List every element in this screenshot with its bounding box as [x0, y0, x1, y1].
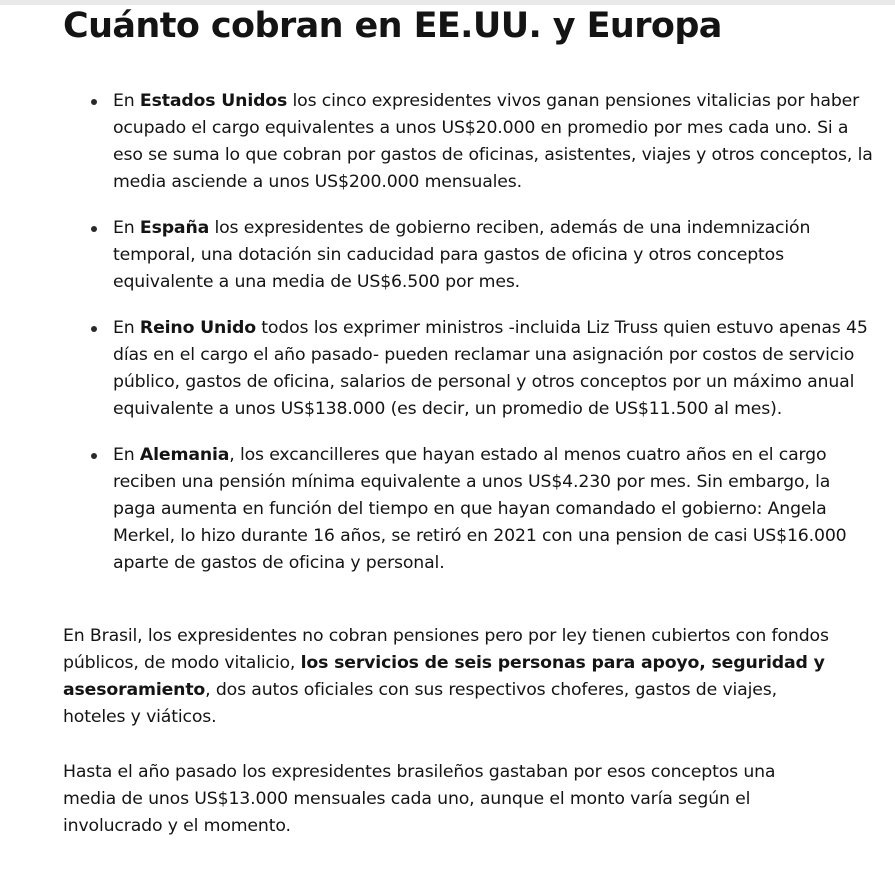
list-item-text: los cinco expresidentes vivos ganan pensiones vitalicias por haber ocupado el cargo equivalentes a unos US$20.000 en promedio por mes cada uno. Si a eso se suma lo que cobran por gastos de oficinas, asistentes, viajes y otros conceptos, la media asciende a unos US$200.000 mensuales. [113, 91, 873, 192]
country-name: España [139, 218, 210, 238]
list-item-alemania [63, 442, 875, 577]
list-item-text: todos los exprimer ministros -incluida Liz Truss quien estuvo apenas 45 días en el cargo el año pasado- pueden reclamar una asignación por costos de servicio público, gastos de oficina, salarios de personal y otros conceptos por un máximo anual equivalente a unos US$138.000 (es decir, un promedio de US$11.500 al mes). [113, 318, 868, 419]
list-item-estados-unidos [63, 88, 875, 196]
list-item-prefix: En [113, 318, 140, 338]
country-name: Estados Unidos [139, 91, 288, 111]
list-item-espana [63, 215, 875, 296]
section-heading: Cuánto cobran en EE.UU. y Europa [63, 6, 722, 46]
bullet-dot-icon [91, 99, 97, 105]
country-list [63, 88, 875, 577]
paragraph-text: En Brasil, los expresidentes no cobran pensiones pero por ley tienen cubiertos con fondos públicos, de modo vitalicio, [63, 626, 829, 673]
paragraph-bold-text: los servicios de seis personas para apoyo, seguridad y asesoramiento [63, 653, 825, 700]
bullet-dot-icon [91, 326, 97, 332]
bullet-dot-icon [91, 226, 97, 232]
article-body [63, 0, 875, 840]
bullet-dot-icon [91, 453, 97, 459]
list-item-text: , los excancilleres que hayan estado al menos cuatro años en el cargo reciben una pensión mínima equivalente a unos US$4.230 por mes. Sin embargo, la paga aumenta en función del tiempo en que hayan comandado el gobierno: Angela Merkel, lo hizo durante 16 años, se retiró en 2021 con una pension de casi US$16.000 aparte de gastos de oficina y personal. [113, 445, 847, 573]
list-item-reino-unido [63, 315, 875, 423]
brasil-paragraph [63, 623, 833, 731]
spending-paragraph: Hasta el año pasado los expresidentes brasileños gastaban por esos conceptos una media de unos US$13.000 mensuales cada uno, aunque el monto varía según el involucrado y el momento. [63, 762, 776, 836]
country-name: Reino Unido [139, 318, 256, 338]
list-item-prefix: En [113, 445, 140, 465]
list-item-prefix: En [113, 91, 140, 111]
paragraph-text: , dos autos oficiales con sus respectivos choferes, gastos de viajes, hoteles y viáticos. [63, 680, 777, 727]
country-name: Alemania [139, 445, 230, 465]
list-item-prefix: En [113, 218, 140, 238]
list-item-text: los expresidentes de gobierno reciben, además de una indemnización temporal, una dotación sin caducidad para gastos de oficina y otros conceptos equivalente a una media de US$6.500 por mes. [113, 218, 811, 292]
